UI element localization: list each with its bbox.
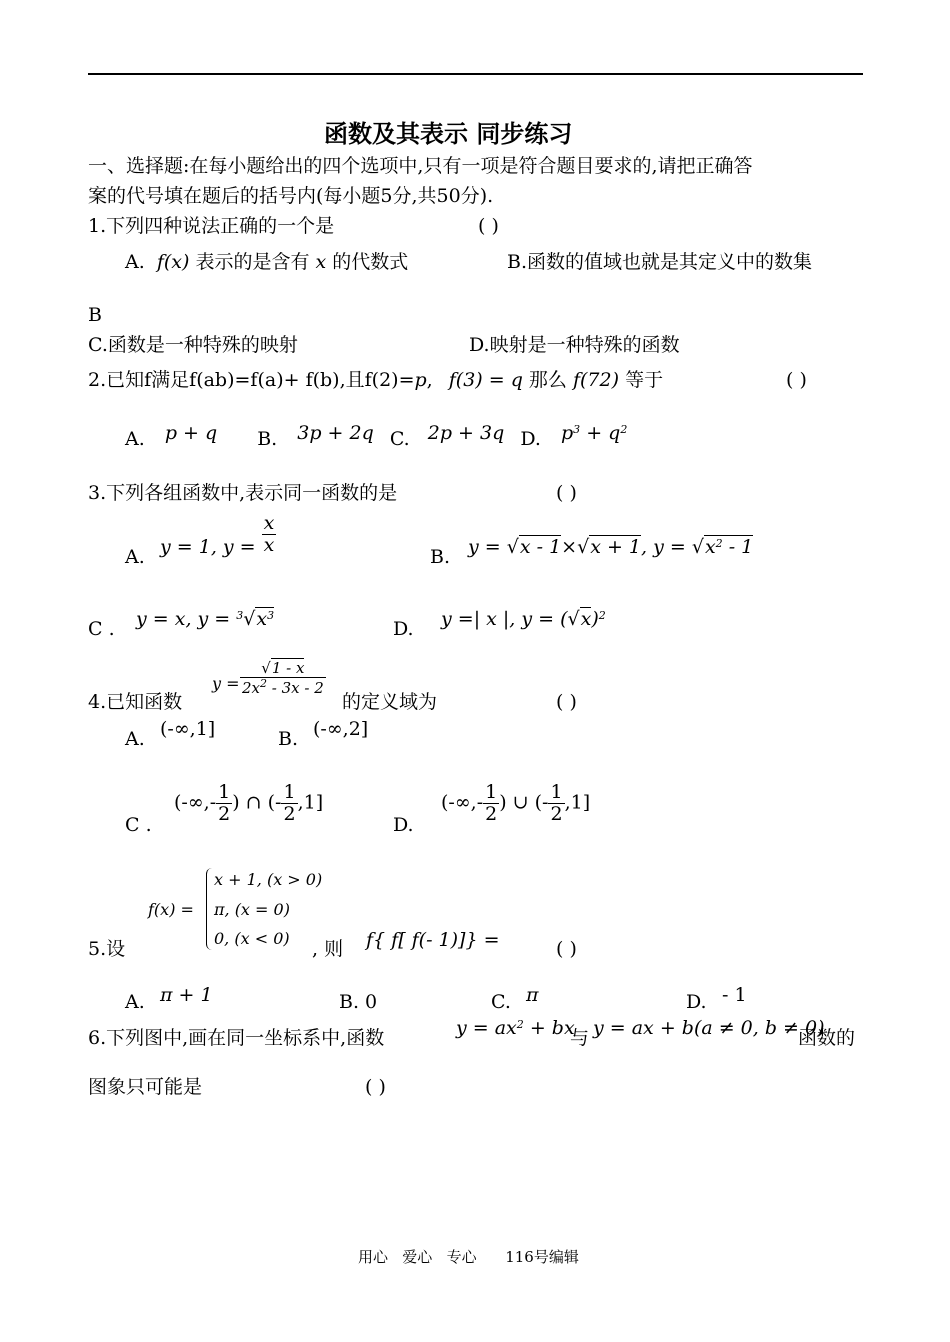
q4-b-label: B. bbox=[278, 728, 299, 750]
q5-option-c: π bbox=[526, 984, 539, 1006]
q5-brace bbox=[206, 868, 213, 950]
q5-d-label: D. bbox=[686, 991, 707, 1013]
q3-option-a bbox=[160, 512, 276, 559]
q5-answer-paren: ( ) bbox=[556, 938, 577, 960]
q6-answer-paren: ( ) bbox=[365, 1076, 386, 1098]
q3-c-label: C . bbox=[88, 618, 115, 640]
q4-a-label: A. bbox=[125, 728, 145, 750]
q1-option-a bbox=[125, 253, 408, 272]
q6-conjunction: 与 bbox=[570, 1027, 590, 1049]
q2-a-label: A. bbox=[125, 428, 145, 451]
page-footer: 用心 爱心 专心 116号编辑 bbox=[358, 1248, 579, 1266]
q6-function-1: $y = ax^2$ + bx bbox=[456, 1017, 575, 1040]
q3-option-c: y = x, $y = ^3√x^3$ bbox=[136, 608, 275, 631]
q2-equals: 等于 bbox=[625, 369, 664, 391]
q2-then: 那么 bbox=[528, 369, 567, 391]
q4-stem-post: 的定义域为 bbox=[342, 691, 438, 713]
q4-option-a: (-∞,1] bbox=[160, 718, 216, 740]
header-rule bbox=[88, 73, 863, 75]
q2-a-expr: p + q bbox=[164, 422, 218, 445]
q5-stem: 5.设 bbox=[88, 938, 126, 960]
q2-answer-paren: ( ) bbox=[786, 369, 807, 391]
q2-d-label: D. bbox=[520, 428, 541, 451]
q2-b-expr: 3p + 2q bbox=[297, 422, 374, 445]
q5-option-d: - 1 bbox=[722, 984, 747, 1006]
instructions-line1: 一、选择题:在每小题给出的四个选项中,只有一项是符合题目要求的,请把正确答 bbox=[88, 155, 753, 177]
q4-option-b: (-∞,2] bbox=[313, 718, 369, 740]
q2-options bbox=[125, 422, 628, 451]
q2-f72: f(72) bbox=[572, 369, 620, 391]
q1-answer-paren: ( ) bbox=[478, 215, 499, 237]
q6-function-2: y = ax + b(a ≠ 0, b ≠ 0) bbox=[593, 1017, 825, 1039]
q5-expression: f{ f[ f(- 1)]} = bbox=[366, 929, 500, 951]
q2-b-label: B. bbox=[257, 428, 278, 451]
q3-answer-paren: ( ) bbox=[556, 482, 577, 504]
q5-case2: π, (x = 0) bbox=[214, 900, 290, 919]
q2-c-label: C. bbox=[389, 428, 410, 451]
q2-f3: f(3) = q bbox=[448, 369, 523, 391]
q2-stem bbox=[88, 371, 663, 390]
q1-option-b: B.函数的值域也就是其定义中的数集 bbox=[507, 251, 813, 273]
q6-stem-line2: 图象只可能是 bbox=[88, 1076, 203, 1098]
q6-stem: 6.下列图中,画在同一坐标系中,函数 bbox=[88, 1027, 385, 1049]
q5-a-label: A. bbox=[125, 991, 145, 1013]
q1-a-x: x bbox=[315, 251, 327, 273]
q1-stem: 1.下列四种说法正确的一个是 bbox=[88, 215, 335, 237]
q2-stem-text: 2.已知f满足f(ab)=f(a)+ f(b),且f(2)= bbox=[88, 369, 415, 391]
q3-option-b: y = √x - 1×√x + 1, $y = √x^2 - 1$ bbox=[468, 536, 754, 559]
q1-b-wrap: B bbox=[88, 304, 102, 326]
q1-a-text1: 表示的是含有 bbox=[195, 251, 310, 273]
q5-option-a: π + 1 bbox=[160, 984, 213, 1006]
q6-stem-tail: 函数的 bbox=[798, 1027, 856, 1049]
q3-a-fraction: $\frac{x}{x}$ bbox=[263, 512, 275, 556]
q5-case1: x + 1, (x > 0) bbox=[214, 870, 323, 889]
q1-a-text2: 的代数式 bbox=[332, 251, 409, 273]
instructions-line2: 案的代号填在题后的括号内(每小题5分,共50分). bbox=[88, 185, 494, 207]
q4-function-fraction: $\frac{√1 - x}{2x^2 - 3x - 2}$ bbox=[242, 659, 324, 697]
q5-c-label: C. bbox=[491, 991, 511, 1013]
q5-option-b: B. 0 bbox=[339, 991, 378, 1013]
q3-d-label: D. bbox=[393, 618, 414, 640]
q4-c-label: C . bbox=[125, 814, 152, 836]
page-title: 函数及其表示 同步练习 bbox=[324, 119, 573, 148]
q2-d-expr: $p^3 + q^2$ bbox=[560, 422, 628, 445]
q4-option-c: (-∞,- $\frac{1}{2}$ ) ∩ (- $\frac{1}{2}$ ,1] bbox=[174, 781, 324, 825]
q5-then: , 则 bbox=[312, 938, 344, 960]
q2-c-expr: 2p + 3q bbox=[427, 422, 505, 445]
q3-stem: 3.下列各组函数中,表示同一函数的是 bbox=[88, 482, 398, 504]
q4-answer-paren: ( ) bbox=[556, 691, 577, 713]
q4-y-eq: y = bbox=[212, 674, 240, 693]
q4-option-d: (-∞,- $\frac{1}{2}$ ) ∪ (- $\frac{1}{2}$ ,1] bbox=[441, 781, 591, 825]
q5-fx: f(x) = bbox=[148, 900, 194, 919]
q3-a-label: A. bbox=[125, 546, 145, 568]
q3-option-d: y =| x |, $y = (√x)^2$ bbox=[441, 608, 606, 631]
q2-p: p bbox=[414, 369, 427, 391]
q4-d-label: D. bbox=[393, 814, 414, 836]
q4-stem-pre: 4.已知函数 bbox=[88, 691, 183, 713]
q1-option-d: D.映射是一种特殊的函数 bbox=[469, 334, 680, 356]
q3-b-label: B. bbox=[430, 546, 451, 568]
q1-option-c: C.函数是一种特殊的映射 bbox=[88, 334, 298, 356]
q3-a-left: y = 1, y = bbox=[160, 536, 256, 559]
q1-a-label: A. bbox=[125, 251, 145, 273]
q5-case3: 0, (x < 0) bbox=[214, 929, 290, 948]
q1-a-fx: f(x) bbox=[156, 251, 190, 273]
q2-comma: , bbox=[426, 369, 433, 391]
